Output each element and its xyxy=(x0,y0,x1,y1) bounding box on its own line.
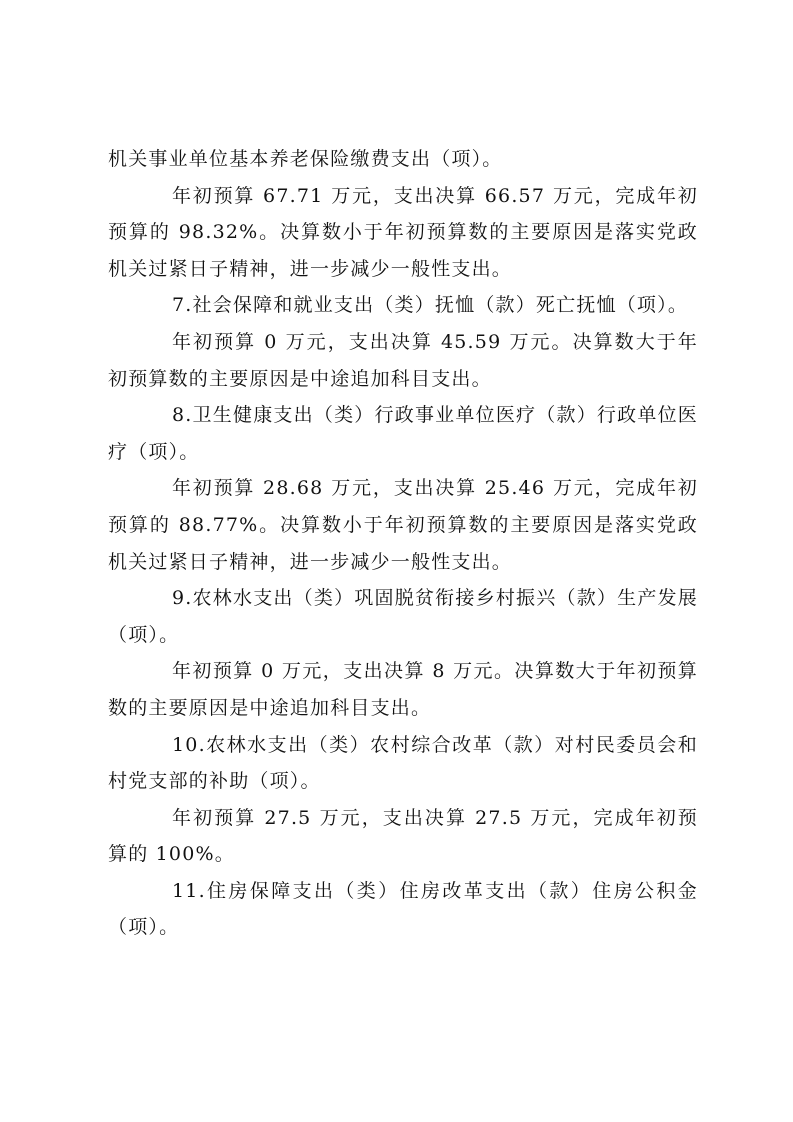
paragraph-item-9-heading: 9.农林水支出（类）巩固脱贫衔接乡村振兴（款）生产发展（项）。 xyxy=(108,587,698,646)
paragraph-budget-10: 年初预算 27.5 万元，支出决算 27.5 万元，完成年初预算的 100%。 xyxy=(108,806,698,866)
document-body xyxy=(108,141,698,946)
paragraph-item-7-heading: 7.社会保障和就业支出（类）抚恤（款）死亡抚恤（项）。 xyxy=(172,294,689,317)
paragraph-budget-9: 年初预算 0 万元，支出决算 8 万元。决算数大于年初预算数的主要原因是中途追加科目支出。 xyxy=(108,660,698,719)
paragraph-item-heading-continuation: 机关事业单位基本养老保险缴费支出（项）。 xyxy=(108,148,503,170)
paragraph-budget-8: 年初预算 28.68 万元，支出决算 25.46 万元，完成年初预算的 88.77%。决算数小于年初预算数的主要原因是落实党政机关过紧日子精神，进一步减少一般性支出。 xyxy=(108,477,698,573)
paragraph-item-8-heading: 8.卫生健康支出（类）行政事业单位医疗（款）行政单位医疗（项）。 xyxy=(108,404,698,463)
paragraph-item-10-heading: 10.农林水支出（类）农村综合改革（款）对村民委员会和村党支部的补助（项）。 xyxy=(108,733,698,793)
paragraph-item-11-heading: 11.住房保障支出（类）住房改革支出（款）住房公积金（项）。 xyxy=(108,879,698,939)
paragraph-budget-7: 年初预算 0 万元，支出决算 45.59 万元。决算数大于年初预算数的主要原因是中途追加科目支出。 xyxy=(108,330,698,390)
paragraph-budget-6: 年初预算 67.71 万元，支出决算 66.57 万元，完成年初预算的 98.32%。决算数小于年初预算数的主要原因是落实党政机关过紧日子精神，进一步减少一般性支出。 xyxy=(108,184,698,280)
